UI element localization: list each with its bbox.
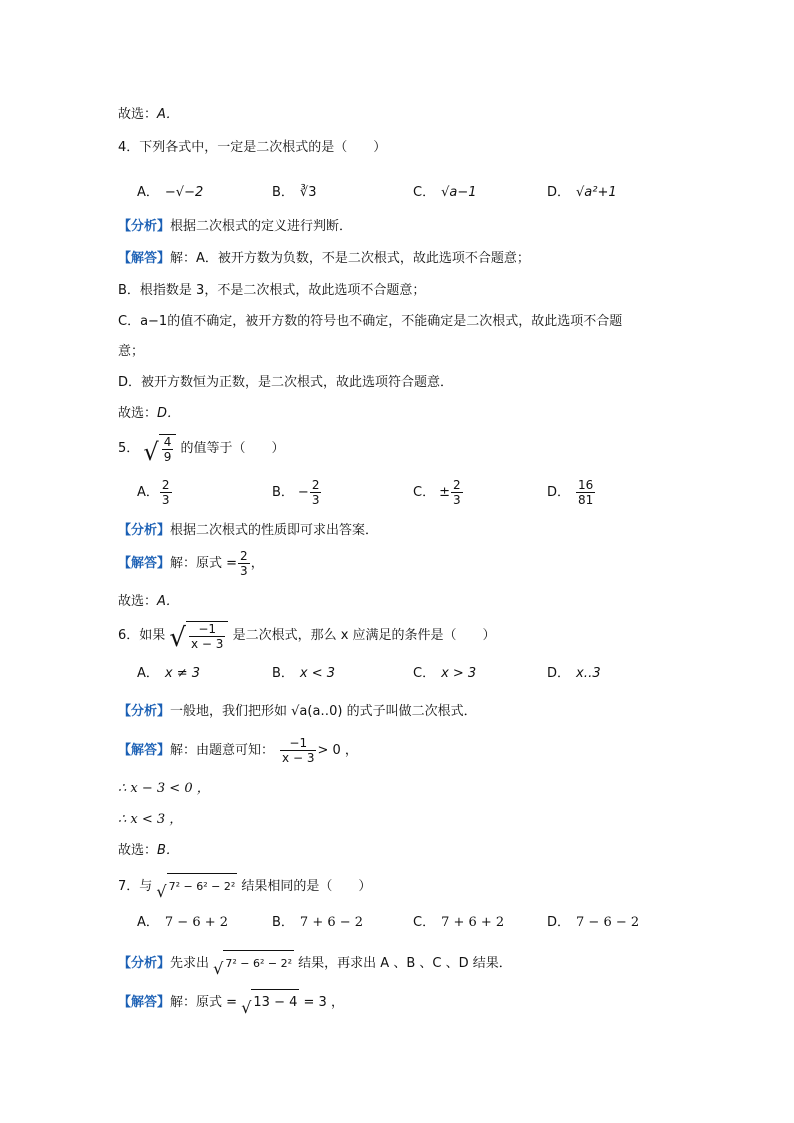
q7-option-d[interactable]: D． 7 − 6 − 2: [547, 915, 640, 930]
q4-solution-line-1: 【解答】解：A．被开方数为负数，不是二次根式，故此选项不合题意；: [118, 251, 530, 266]
q5-solution: 【解答】解：原式 = $\frac{2}{3}$ ，: [118, 549, 264, 578]
q6-step-1: ∴ x − 3 < 0 ，: [118, 781, 210, 796]
analysis-tag: 【分析】: [118, 956, 171, 971]
q7-stem: 7．与 √ 7² − 6² − 2² 结果相同的是（ ）: [118, 873, 371, 900]
analysis-tag: 【分析】: [118, 704, 171, 719]
q4-analysis: 【分析】根据二次根式的定义进行判断．: [118, 219, 353, 234]
q5-radical: √ $\frac{4}{9}$: [143, 434, 176, 464]
q6-option-a[interactable]: A． x ≠ 3: [137, 666, 201, 681]
q4-option-b[interactable]: B． ∛3: [272, 185, 317, 200]
q6-stem: 6．如果 √ $\frac{-1}{x - 3}$ 是二次根式，那么 x 应满足的条件是（ ）: [118, 621, 496, 653]
q5-option-a[interactable]: A． $\frac{2}{3}$: [137, 478, 170, 507]
q7-option-c[interactable]: C． 7 + 6 + 2: [413, 915, 505, 930]
q5-answer: 故选：A．: [118, 594, 179, 609]
q4-option-d[interactable]: D． √a²+1: [547, 185, 617, 200]
solution-tag: 【解答】: [118, 251, 171, 266]
q6-option-b[interactable]: B． x < 3: [272, 666, 336, 681]
q4-option-b-expr: ∛3: [299, 185, 317, 200]
q6-step-2: ∴ x < 3 ，: [118, 812, 183, 827]
q6-option-c[interactable]: C． x > 3: [413, 666, 477, 681]
q4-option-d-expr: √a²+1: [576, 185, 617, 200]
q7-radical: √ 7² − 6² − 2²: [156, 873, 237, 900]
solution-tag: 【解答】: [118, 743, 171, 758]
q6-answer: 故选：B．: [118, 843, 179, 858]
q4-option-c-expr: √a−1: [441, 185, 477, 200]
q7-option-a[interactable]: A． 7 − 6 + 2: [137, 915, 229, 930]
q4-option-a[interactable]: A． −√−2: [137, 185, 204, 200]
q7-analysis: 【分析】先求出 √ 7² − 6² − 2² 结果，再求出 A 、B 、C 、D 结果．: [118, 950, 512, 977]
q5-option-b[interactable]: B． − $\frac{2}{3}$: [272, 478, 320, 507]
q5-analysis: 【分析】根据二次根式的性质即可求出答案．: [118, 523, 379, 538]
q4-option-a-expr: −√−2: [164, 185, 204, 200]
q7-option-b[interactable]: B． 7 + 6 − 2: [272, 915, 364, 930]
answer-label: 故选：: [118, 107, 158, 122]
q4-stem: 4．下列各式中，一定是二次根式的是（ ）: [118, 140, 387, 155]
q6-solution: 【解答】解：由题意可知： $\frac{-1}{x - 3}$ > 0 ，: [118, 736, 358, 765]
analysis-tag: 【分析】: [118, 219, 171, 234]
solution-tag: 【解答】: [118, 995, 171, 1010]
q4-solution-line-4: 意；: [118, 344, 145, 359]
q7-analysis-radical: √ 7² − 6² − 2²: [213, 950, 294, 977]
q4-answer: 故选：D．: [118, 406, 181, 421]
q6-radical: √ $\frac{-1}{x - 3}$: [169, 621, 228, 651]
solution-tag: 【解答】: [118, 556, 171, 571]
q7-solution-radical: √ 13 − 4: [241, 989, 299, 1016]
q5-option-d[interactable]: D． $\frac{16}{81}$: [547, 478, 594, 507]
q4-solution-line-5: D．被开方数恒为正数，是二次根式，故此选项符合题意．: [118, 375, 454, 390]
prev-answer-line: [118, 106, 179, 124]
analysis-tag: 【分析】: [118, 523, 171, 538]
q4-solution-line-3: C．a−1的值不确定，被开方数的符号也不确定，不能确定是二次根式，故此选项不合题: [118, 314, 623, 329]
q5-stem: 5． √ $\frac{4}{9}$ 的值等于（ ）: [118, 434, 285, 466]
q7-solution: 【解答】解：原式 = √ 13 − 4 = 3 ，: [118, 989, 344, 1016]
q6-analysis: 【分析】一般地，我们把形如 √a(a‥0) 的式子叫做二次根式．: [118, 704, 477, 719]
q5-option-c[interactable]: C． ± $\frac{2}{3}$: [413, 478, 461, 507]
q4-solution-line-2: B．根指数是 3，不是二次根式，故此选项不合题意；: [118, 283, 426, 298]
answer-value: A．: [157, 107, 179, 122]
q4-option-c[interactable]: C． √a−1: [413, 185, 477, 200]
q6-option-d[interactable]: D． x‥3: [547, 666, 601, 681]
